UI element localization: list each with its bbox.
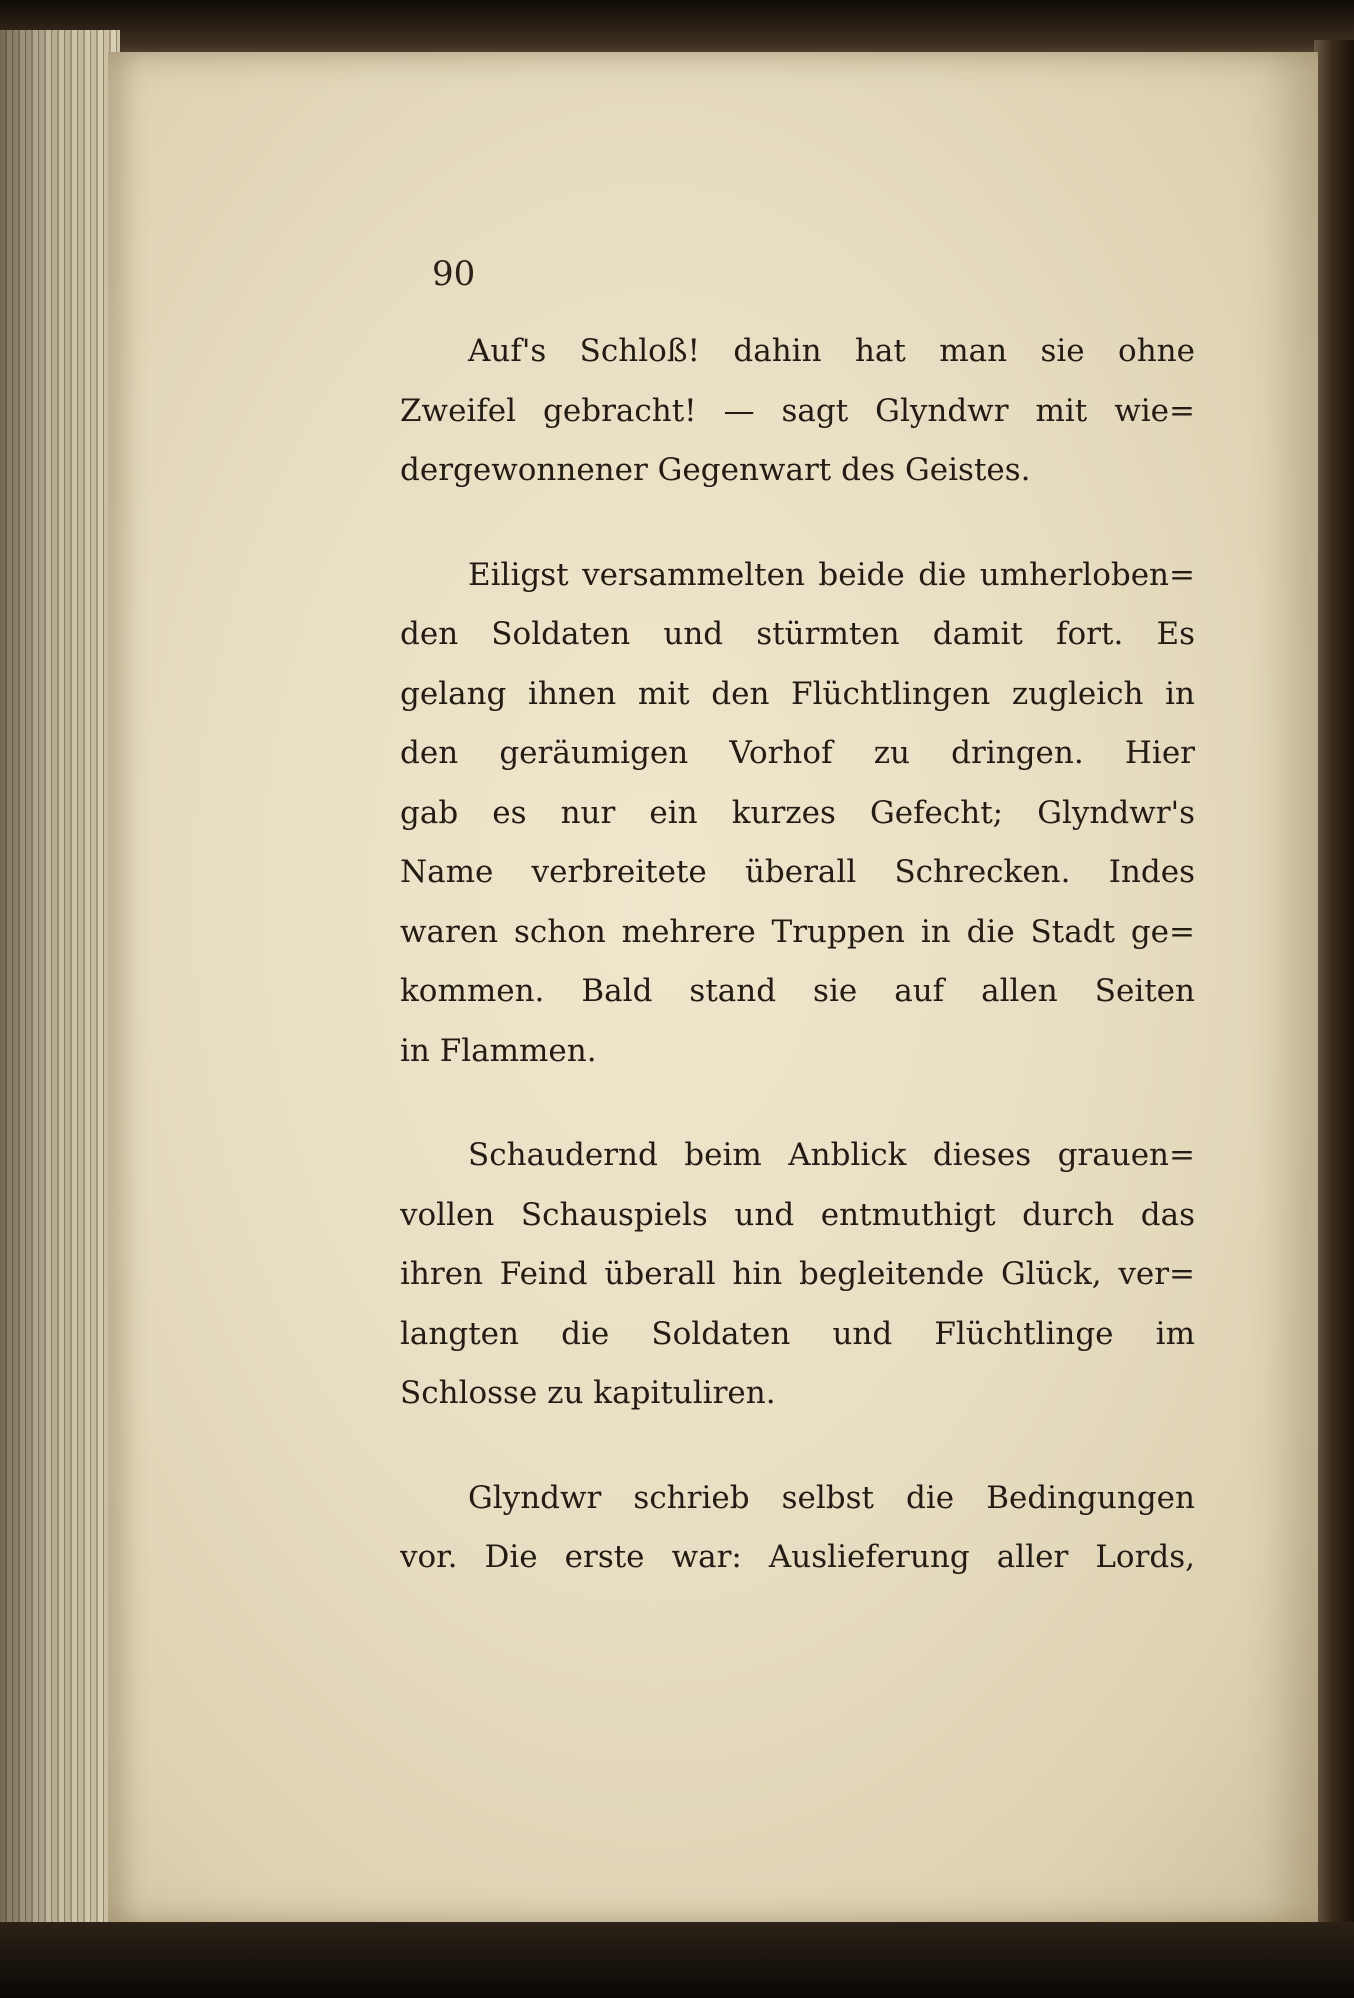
text-line: dergewonnener Gegenwart des Geistes. [400, 452, 1031, 488]
page-text [400, 322, 1195, 1588]
paragraph [400, 322, 1195, 501]
binding-top-edge [0, 0, 1354, 60]
text-line: Schlosse zu kapituliren. [400, 1375, 776, 1411]
text-line: den Soldaten und stürmten damit fort. Es [400, 616, 1195, 652]
text-line: den geräumigen Vorhof zu dringen. Hier [400, 735, 1195, 771]
text-line: langten die Soldaten und Flüchtlinge im [400, 1315, 1195, 1352]
text-line: Auf's Schloß! dahin hat man sie ohne [468, 333, 1195, 369]
text-line: waren schon mehrere Truppen in die Stadt ge= [400, 913, 1195, 950]
book-spine [1314, 40, 1354, 1960]
paragraph [400, 546, 1195, 1082]
text-line: ihren Feind überall hin begleitende Glück, ver= [400, 1256, 1195, 1292]
text-line: Eiligst versammelten beide die umherloben= [468, 556, 1195, 593]
text-line: kommen. Bald stand sie auf allen Seiten [400, 973, 1195, 1009]
text-line: vollen Schauspiels und entmuthigt durch das [400, 1196, 1195, 1233]
text-line: Zweifel gebracht! — sagt Glyndwr mit wie= [400, 392, 1195, 429]
text-line: Glyndwr schrieb selbst die Bedingungen [468, 1479, 1195, 1516]
text-line: gab es nur ein kurzes Gefecht; Glyndwr's [400, 794, 1195, 831]
paragraph [400, 1469, 1195, 1588]
paragraph [400, 1126, 1195, 1424]
text-line: in Flammen. [400, 1032, 597, 1069]
text-line: vor. Die erste war: Auslieferung aller Lords, [400, 1539, 1195, 1575]
page-number: 90 [432, 254, 476, 294]
text-line: Schaudernd beim Anblick dieses grauen= [468, 1137, 1195, 1173]
binding-bottom-edge [0, 1922, 1354, 1998]
text-line: Name verbreitete überall Schrecken. Indes [400, 854, 1195, 890]
page-edges-shadow [0, 30, 120, 1930]
text-line: gelang ihnen mit den Flüchtlingen zugleich in [400, 675, 1195, 712]
